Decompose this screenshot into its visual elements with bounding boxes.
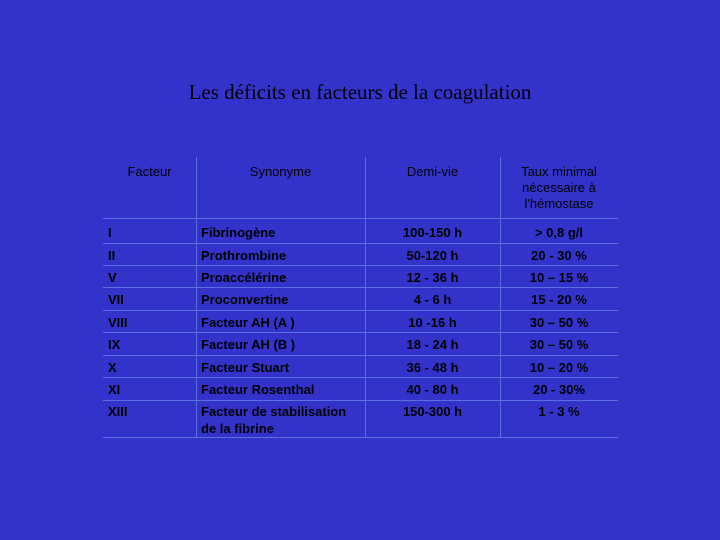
cell-synonyme: Facteur AH (B ) (201, 337, 296, 352)
cell-taux: 15 - 20 % (531, 292, 587, 307)
cell-demi-vie: 100-150 h (402, 225, 463, 240)
cell-facteur: IX (108, 337, 121, 352)
cell-taux: 20 - 30 % (531, 248, 587, 263)
row-separator (103, 265, 618, 266)
cell-taux: 10 – 15 % (529, 270, 589, 285)
cell-demi-vie: 150-300 h (402, 404, 463, 419)
cell-synonyme: Facteur de stabilisation (201, 404, 347, 419)
cell-facteur: V (108, 270, 117, 285)
cell-facteur: XIII (108, 404, 128, 419)
cell-facteur: VII (108, 292, 124, 307)
cell-facteur: II (108, 248, 116, 263)
header-taux-line2: nécessaire à (522, 180, 596, 195)
row-separator (103, 355, 618, 356)
header-facteur: Facteur (127, 164, 172, 179)
cell-taux: 20 - 30% (532, 382, 586, 397)
cell-facteur: VIII (108, 315, 128, 330)
header-demi-vie: Demi-vie (406, 164, 459, 179)
column-separator (196, 157, 197, 438)
cell-demi-vie: 50-120 h (406, 248, 459, 263)
coagulation-factors-table (103, 157, 618, 438)
row-separator (103, 377, 618, 378)
cell-synonyme: Proconvertine (201, 292, 289, 307)
cell-taux: > 0,8 g/l (534, 225, 584, 240)
cell-synonyme: Proaccélérine (201, 270, 287, 285)
cell-synonyme: Fibrinogène (201, 225, 276, 240)
cell-facteur: X (108, 360, 117, 375)
cell-taux: 10 – 20 % (529, 360, 589, 375)
cell-taux: 1 - 3 % (538, 404, 580, 419)
row-separator (103, 437, 618, 438)
cell-synonyme-line2: de la fibrine (201, 421, 274, 436)
row-separator (103, 218, 618, 219)
cell-taux: 30 – 50 % (529, 337, 589, 352)
cell-taux: 30 – 50 % (529, 315, 589, 330)
cell-demi-vie: 10 -16 h (408, 315, 457, 330)
row-separator (103, 287, 618, 288)
cell-facteur: I (108, 225, 112, 240)
row-separator (103, 400, 618, 401)
header-taux-line3: l'hémostase (524, 196, 594, 211)
page-title: Les déficits en facteurs de la coagulation (188, 80, 532, 104)
cell-demi-vie: 36 - 48 h (406, 360, 459, 375)
row-separator (103, 310, 618, 311)
cell-synonyme: Facteur Rosenthal (201, 382, 315, 397)
cell-facteur: XI (108, 382, 121, 397)
row-separator (103, 332, 618, 333)
row-separator (103, 243, 618, 244)
cell-synonyme: Facteur Stuart (201, 360, 290, 375)
cell-demi-vie: 4 - 6 h (413, 292, 452, 307)
cell-synonyme: Facteur AH (A ) (201, 315, 295, 330)
header-taux-line1: Taux minimal (521, 164, 597, 179)
cell-synonyme: Prothrombine (201, 248, 287, 263)
cell-demi-vie: 18 - 24 h (406, 337, 459, 352)
cell-demi-vie: 12 - 36 h (406, 270, 459, 285)
cell-demi-vie: 40 - 80 h (406, 382, 459, 397)
header-synonyme: Synonyme (249, 164, 312, 179)
